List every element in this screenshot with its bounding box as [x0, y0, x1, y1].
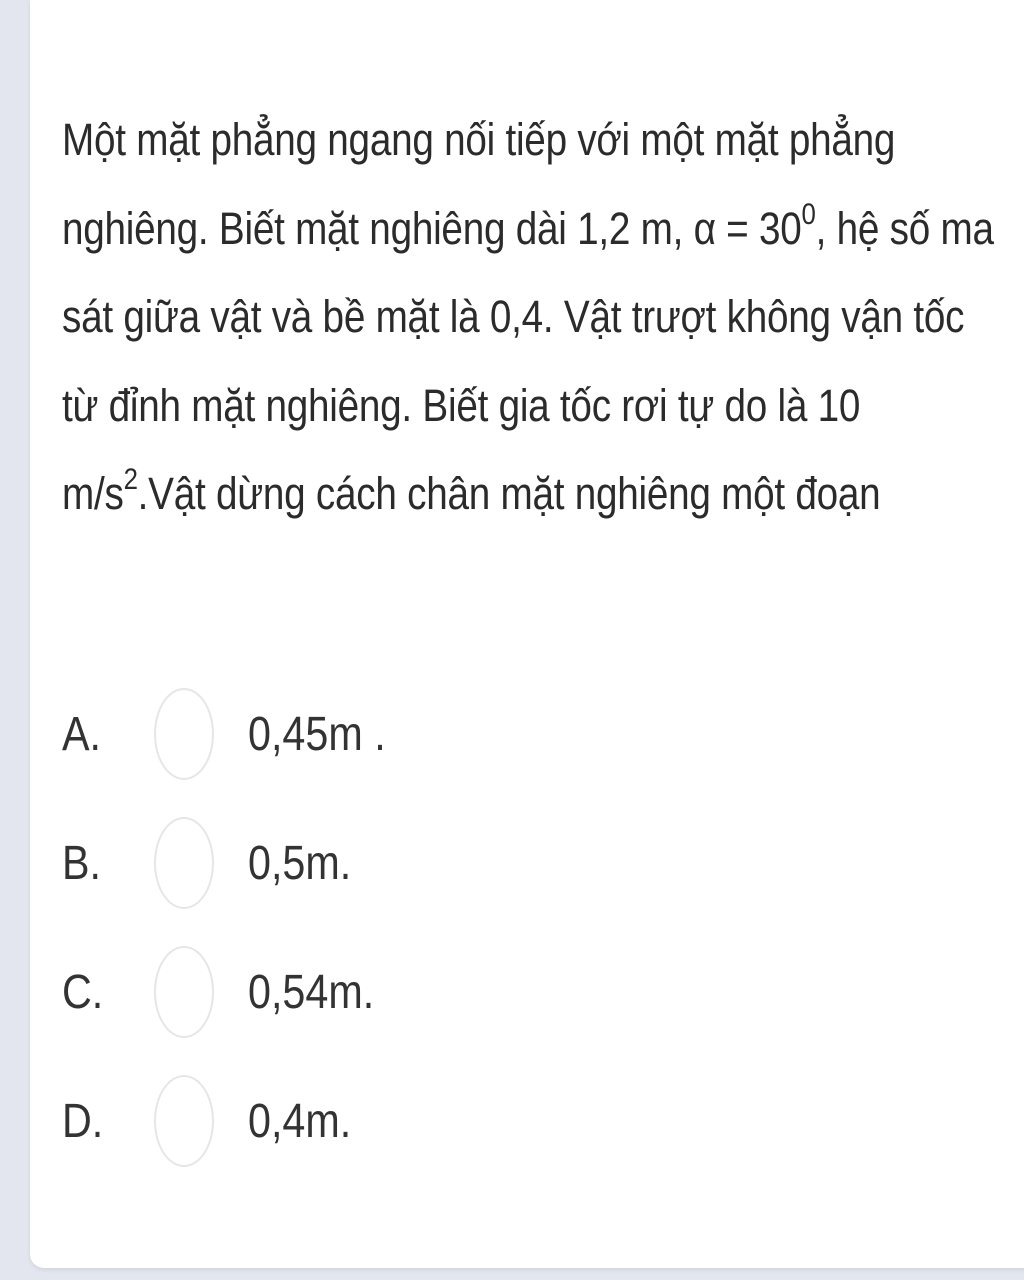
- option-c[interactable]: [62, 938, 962, 1067]
- option-value: 0,4m.: [248, 1095, 352, 1148]
- option-letter: B.: [62, 837, 102, 890]
- degree-superscript: 0: [801, 197, 816, 231]
- option-value: 0,5m.: [248, 837, 352, 890]
- squared-superscript: 2: [123, 463, 138, 496]
- radio-button[interactable]: [154, 688, 214, 780]
- option-letter: A.: [62, 708, 102, 761]
- radio-button[interactable]: [154, 1075, 214, 1167]
- radio-button[interactable]: [154, 817, 214, 909]
- question-part-1: Một mặt phẳng ngang nối tiếp với một mặt phẳng nghiêng. Biết mặt nghiêng dài 1,2 m, α = 30: [62, 114, 896, 254]
- option-d[interactable]: [62, 1067, 962, 1196]
- option-letter: C.: [62, 966, 104, 1019]
- question-part-3: .Vật dừng cách chân mặt nghiêng một đoạn: [137, 468, 881, 519]
- option-value: 0,45m .: [248, 708, 386, 761]
- question-card: [30, 0, 1024, 1268]
- radio-button[interactable]: [154, 946, 214, 1038]
- question-text: [62, 96, 999, 539]
- option-letter: D.: [62, 1095, 104, 1148]
- option-a[interactable]: [62, 680, 962, 809]
- question-part-2: , hệ số ma sát giữa vật và bề mặt là 0,4. Vật trượt không vận tốc từ đỉnh mặt nghiêng. Biết gia tốc rơi tự do là 10 m/s: [62, 202, 994, 519]
- option-b[interactable]: [62, 809, 962, 938]
- option-value: 0,54m.: [248, 966, 375, 1019]
- answer-options: [62, 680, 962, 1196]
